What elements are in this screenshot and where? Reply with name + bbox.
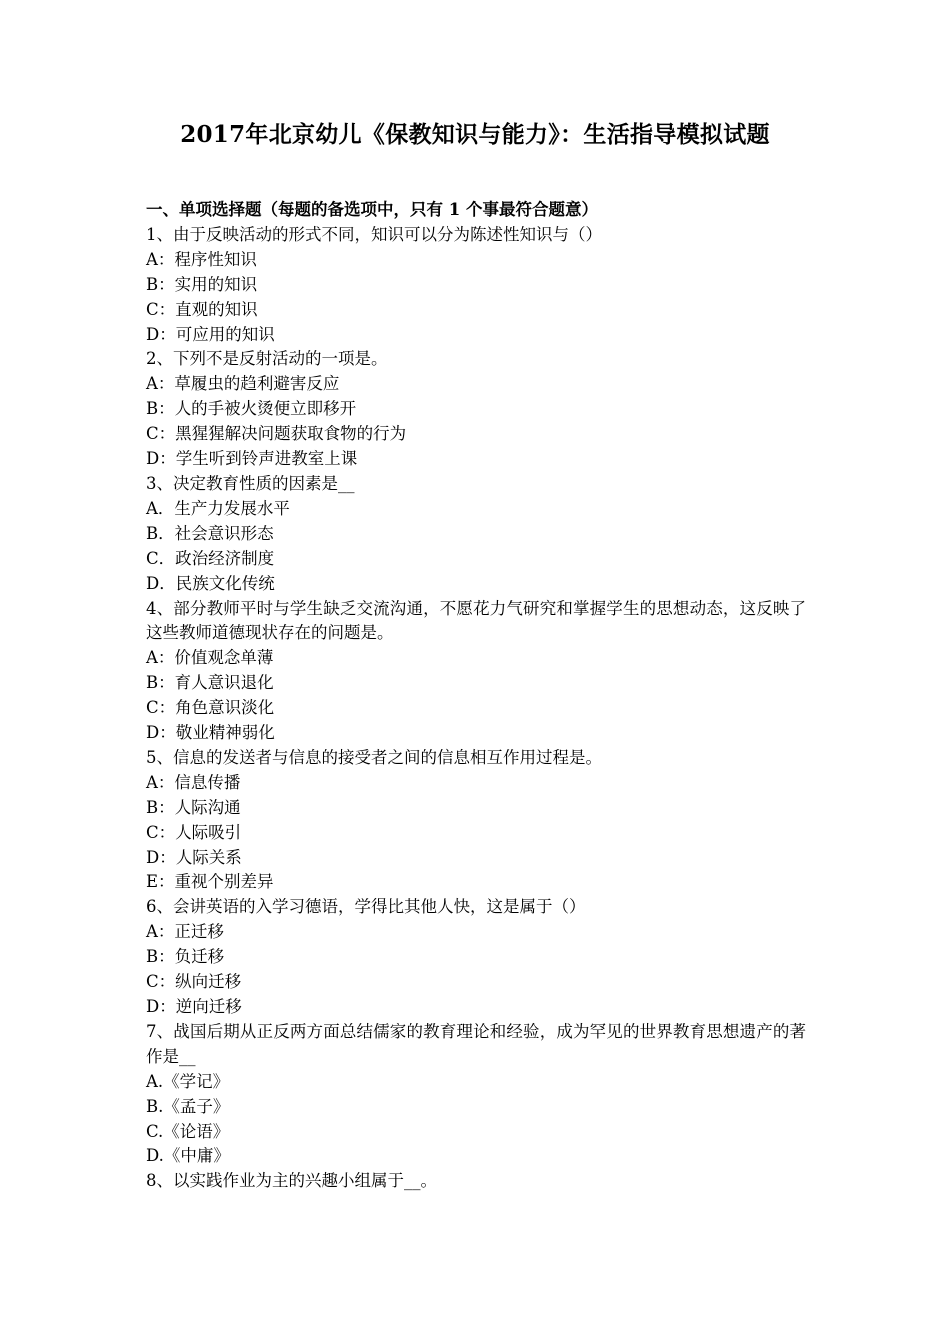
section-heading: 一、单项选择题（每题的备选项中，只有 1 个事最符合题意） — [146, 200, 598, 219]
question-stem: 8、以实践作业为主的兴趣小组属于__。 — [146, 1171, 437, 1191]
question-option: C.《论语》 — [146, 1121, 230, 1141]
question-option: C：纵向迁移 — [146, 972, 242, 992]
question-option: A：信息传播 — [146, 772, 241, 792]
question-stem: 3、决定教育性质的因素是__ — [146, 473, 355, 493]
question-stem: 6、会讲英语的入学习德语，学得比其他人快，这是属于（） — [146, 897, 586, 917]
question-option: B：实用的知识 — [146, 274, 258, 294]
question-option: A：程序性知识 — [146, 249, 257, 269]
question-option: D．民族文化传统 — [146, 573, 275, 593]
question-option: D：学生听到铃声进教室上课 — [146, 449, 358, 469]
question-option: A：正迁移 — [146, 922, 224, 942]
question-option: B：人的手被火烫便立即移开 — [146, 399, 357, 419]
document-body — [146, 198, 806, 1194]
question-option: C．政治经济制度 — [146, 548, 275, 568]
question-stem: 5、信息的发送者与信息的接受者之间的信息相互作用过程是。 — [146, 747, 602, 767]
question-option: C：人际吸引 — [146, 822, 242, 842]
question-option: D：人际关系 — [146, 847, 242, 867]
question-option: B．社会意识形态 — [146, 523, 274, 543]
question-option: B.《孟子》 — [146, 1096, 230, 1116]
question-stem: 1、由于反映活动的形式不同，知识可以分为陈述性知识与（） — [146, 224, 602, 244]
question-option: A：草履虫的趋利避害反应 — [146, 374, 340, 394]
question-option: D：敬业精神弱化 — [146, 723, 275, 743]
question-option: B：负迁移 — [146, 947, 225, 967]
question-option: A：价值观念单薄 — [146, 648, 274, 668]
question-stem: 2、下列不是反射活动的一项是。 — [146, 349, 388, 369]
question-option: C：直观的知识 — [146, 299, 258, 319]
question-stem: 7、战国后期从正反两方面总结儒家的教育理论和经验，成为罕见的世界教育思想遗产的著作是__ — [146, 1021, 806, 1066]
question-option: A.《学记》 — [146, 1071, 230, 1091]
question-option: C：黑猩猩解决问题获取食物的行为 — [146, 424, 407, 444]
question-option: D.《中庸》 — [146, 1146, 230, 1166]
question-option: E：重视个别差异 — [146, 872, 274, 892]
question-option: A．生产力发展水平 — [146, 498, 290, 518]
question-option: C：角色意识淡化 — [146, 698, 275, 718]
page-title: 2017年北京幼儿《保教知识与能力》：生活指导模拟试题 — [180, 121, 770, 148]
question-option: D：逆向迁移 — [146, 997, 242, 1016]
question-option: B：人际沟通 — [146, 797, 241, 817]
question-stem: 4、部分教师平时与学生缺乏交流沟通，不愿花力气研究和掌握学生的思想动态，这反映了这些教师道德现状存在的问题是。 — [146, 598, 806, 643]
question-option: D：可应用的知识 — [146, 324, 275, 344]
question-option: B：育人意识退化 — [146, 673, 274, 693]
